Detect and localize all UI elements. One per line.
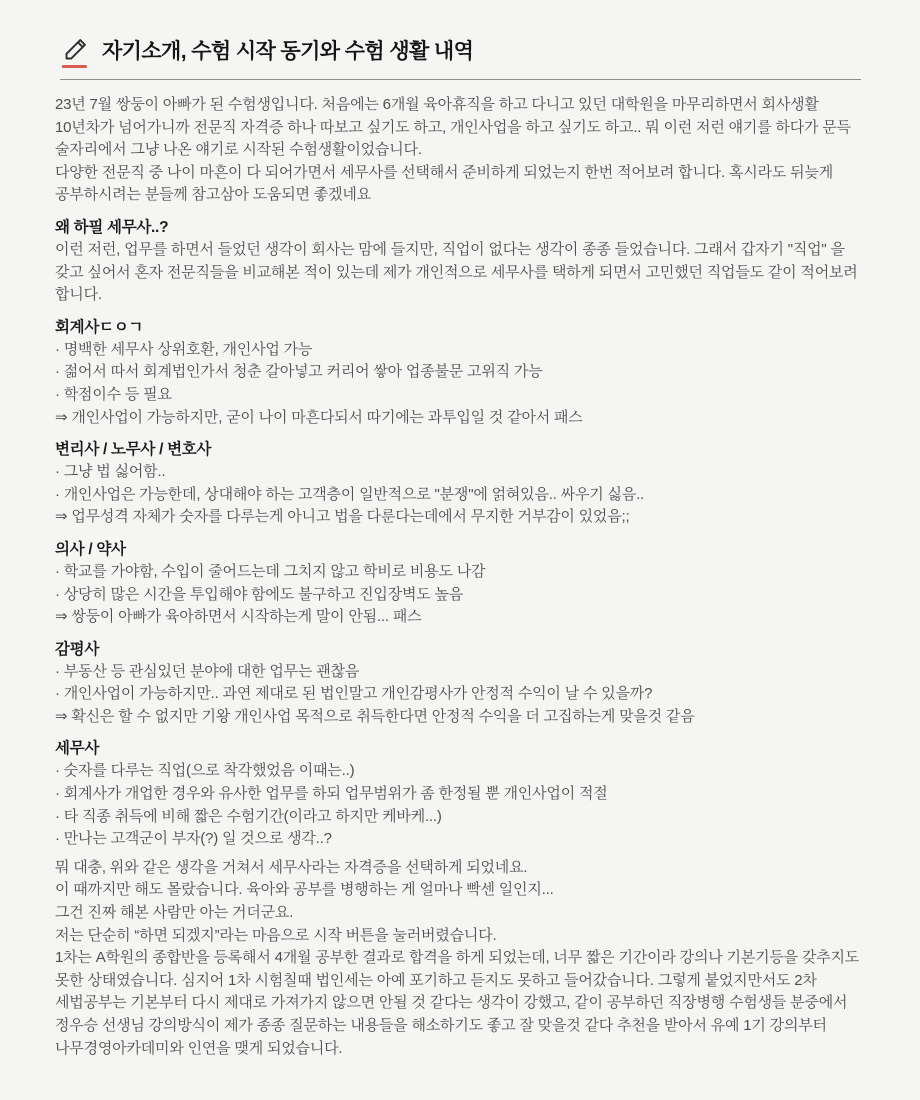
- post-header: [62, 36, 865, 68]
- section-line: · 회계사가 개업한 경우와 유사한 업무를 하되 업무범위가 좀 한정될 뿐 개인사업이 적절: [55, 785, 608, 803]
- section-line: · 개인사업이 가능하지만.. 과연 제대로 된 법인말고 개인감평사가 안정적 수익이 날 수 있을까?: [55, 685, 653, 703]
- section-line: ⇒ 확신은 할 수 없지만 기왕 개인사업 목적으로 취득한다면 안정적 수익을 더 고집하는게 맞을것 같음: [55, 707, 695, 725]
- section-line: ⇒ 쌍둥이 아빠가 육아하면서 시작하는게 말이 안됨... 패스: [55, 608, 422, 626]
- outro-paragraph: 1차는 A학원의 종합반을 등록해서 4개월 공부한 결과로 합격을 하게 되었는데, 너무 짧은 기간이라 강의나 기본기등을 갖추지도 못한 상태였습니다. 심지어 1차 시험칠때 법인세는 아예 포기하고 듣지도 못하고 들어갔습니다. 그렇게 붙었지만서도 2차 세법공부는 기본부터 다시 제대로 가져가지 않으면 안될 것 같다는 생각이 강했고, 같이 공부하던 직장병행 수험생들 분중에서 정우승 선생님 강의방식이 제가 종종 질문하는 내용들을 해소하기도 좋고 잘 맞을것 같다 추천을 받아서 유예 1기 강의부터 나무경영아카데미와 인연을 맺게 되었습니다.: [55, 949, 860, 1057]
- section-line: · 젊어서 따서 회계법인가서 청춘 갈아넣고 커리어 쌓아 업종불문 고위직 가능: [55, 363, 543, 381]
- content-section: [55, 638, 865, 729]
- content-section: [55, 737, 865, 850]
- title-divider: [60, 79, 861, 80]
- section-line: · 학교를 가야함, 수입이 줄어드는데 그치지 않고 학비로 비용도 나감: [55, 562, 486, 580]
- outro-paragraph: 그건 진짜 해본 사람만 아는 거더군요.: [55, 904, 294, 922]
- section-heading: 세무사: [55, 740, 100, 758]
- section-heading: 왜 하필 세무사..?: [55, 218, 169, 236]
- pencil-accent-underline: [62, 65, 87, 68]
- outro-paragraph: 저는 단순히 “하면 되겠지”라는 마음으로 시작 버튼을 눌러버렸습니다.: [55, 926, 497, 944]
- section-heading: 감평사: [55, 640, 100, 658]
- page-title: 자기소개, 수험 시작 동기와 수험 생활 내역: [102, 40, 474, 64]
- section-line: · 타 직종 취득에 비해 짧은 수험기간(이라고 하지만 케바케...): [55, 807, 442, 825]
- content-section: [55, 438, 865, 529]
- intro-paragraph: 23년 7월 쌍둥이 아빠가 된 수험생입니다. 처음에는 6개월 육아휴직을 하고 다니고 있던 대학원을 마무리하면서 회사생활 10년차가 넘어가니까 전문직 자격증 하나 따보고 싶기도 하고, 개인사업을 하고 싶기도 하고.. 뭐 이런 저런 얘기를 하다가 문득 술자리에서 그냥 나온 얘기로 시작된 수험생활이었습니다.: [55, 96, 851, 159]
- section-line: · 명백한 세무사 상위호환, 개인사업 가능: [55, 340, 313, 358]
- section-line: · 학점이수 등 필요: [55, 385, 172, 403]
- section-line: · 상당히 많은 시간을 투입해야 함에도 불구하고 진입장벽도 높음: [55, 585, 464, 603]
- intro-block: [55, 94, 865, 207]
- intro-paragraph: 다양한 전문직 중 나이 마흔이 다 되어가면서 세무사를 선택해서 준비하게 되었는지 한번 적어보려 합니다. 혹시라도 뒤늦게 공부하시려는 분들께 참고삼아 도움되면 좋겠네요: [55, 163, 833, 204]
- section-line: · 부동산 등 관심있던 분야에 대한 업무는 괜찮음: [55, 662, 360, 680]
- sections-block: [55, 216, 865, 851]
- section-line: 이런 저런, 업무를 하면서 들었던 생각이 회사는 맘에 들지만, 직업이 없다는 생각이 종종 들었습니다. 그래서 갑자기 "직업" 을 갖고 싶어서 혼자 전문직들을 비교해본 적이 있는데 제가 개인적으로 세무사를 택하게 되면서 고민했던 직업들도 같이 적어보려 합니다.: [55, 240, 858, 304]
- section-line: ⇒ 개인사업이 가능하지만, 굳이 나이 마흔다되서 따기에는 과투입일 것 같아서 패스: [55, 408, 583, 426]
- section-line: · 만나는 고객군이 부자(?) 일 것으로 생각..?: [55, 830, 332, 848]
- outro-block: [55, 857, 865, 1060]
- pencil-icon: [62, 36, 89, 68]
- section-line: · 개인사업은 가능한데, 상대해야 하는 고객층이 일반적으로 "분쟁"에 얽혀있음.. 싸우기 싫음..: [55, 485, 645, 503]
- content-section: [55, 216, 865, 307]
- section-line: · 숫자를 다루는 직업(으로 착각했었음 이때는..): [55, 762, 355, 780]
- section-line: · 그냥 법 싫어함..: [55, 463, 166, 481]
- section-line: ⇒ 업무성격 자체가 숫자를 다루는게 아니고 법을 다룬다는데에서 무지한 거부감이 있었음;;: [55, 508, 630, 526]
- content-section: [55, 538, 865, 629]
- outro-paragraph: 이 때까지만 해도 몰랐습니다. 육아와 공부를 병행하는 게 얼마나 빡센 일인지...: [55, 881, 554, 899]
- outro-paragraph: 뭐 대충, 위와 같은 생각을 거쳐서 세무사라는 자격증을 선택하게 되었네요.: [55, 858, 528, 876]
- content-section: [55, 316, 865, 429]
- section-heading: 회계사ㄷㅇㄱ: [55, 318, 144, 336]
- section-heading: 의사 / 약사: [55, 540, 126, 558]
- section-heading: 변리사 / 노무사 / 변호사: [55, 441, 212, 459]
